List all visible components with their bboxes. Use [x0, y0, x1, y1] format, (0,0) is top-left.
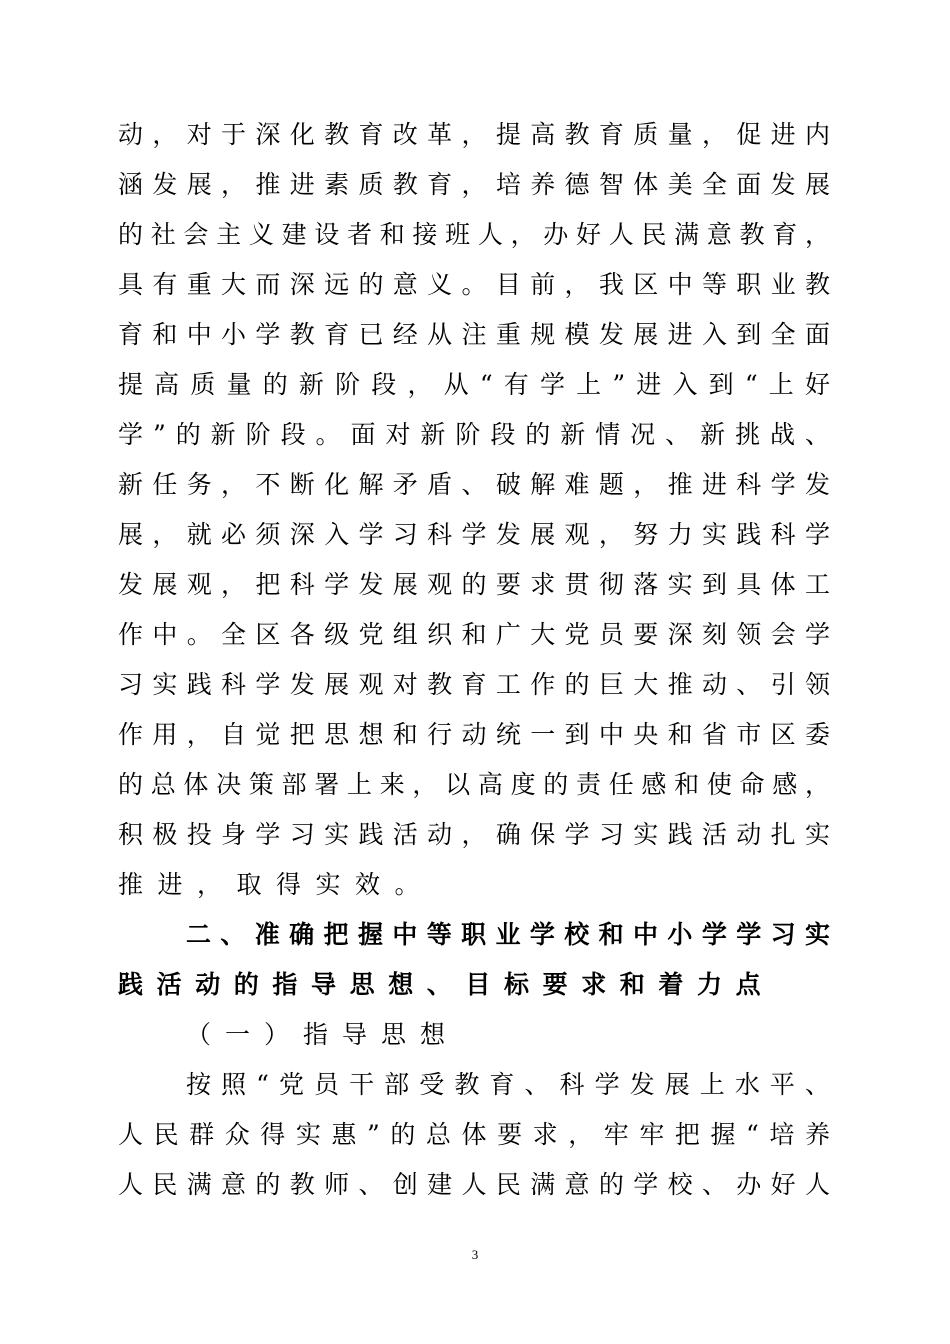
- section-heading-line: 二、准确把握中等职业学校和中小学学习实: [186, 920, 830, 949]
- paragraph-line: 新任务，不断化解矛盾、破解难题，推进科学发: [118, 470, 830, 499]
- paragraph-line: 习实践科学发展观对教育工作的巨大推动、引领: [118, 670, 830, 699]
- paragraph-line: 的总体决策部署上来，以高度的责任感和使命感，: [118, 770, 830, 799]
- paragraph-line: 的社会主义建设者和接班人，办好人民满意教育，: [118, 220, 830, 249]
- section-heading-line: 践活动的指导思想、目标要求和着力点: [118, 970, 775, 999]
- paragraph-line: 提高质量的新阶段，从“有学上”进入到“上好: [118, 370, 830, 399]
- paragraph-line: 具有重大而深远的意义。目前，我区中等职业教: [118, 270, 830, 299]
- paragraph-line: 展，就必须深入学习科学发展观，努力实践科学: [118, 520, 830, 549]
- paragraph-line: 人民群众得实惠”的总体要求，牢牢把握“培养: [118, 1120, 830, 1149]
- paragraph-line: 作中。全区各级党组织和广大党员要深刻领会学: [118, 620, 830, 649]
- paragraph-line: 推进，取得实效。: [118, 870, 435, 899]
- page-number: 3: [471, 1247, 479, 1262]
- paragraph-line: 积极投身学习实践活动，确保学习实践活动扎实: [118, 820, 830, 849]
- paragraph-line: 人民满意的教师、创建人民满意的学校、办好人: [118, 1170, 830, 1199]
- paragraph-line: 涵发展，推进素质教育，培养德智体美全面发展: [118, 170, 830, 199]
- subsection-heading: （一）指导思想: [186, 1020, 460, 1049]
- paragraph-line: 发展观，把科学发展观的要求贯彻落实到具体工: [118, 570, 830, 599]
- paragraph-line: 动，对于深化教育改革，提高教育质量，促进内: [118, 120, 830, 149]
- paragraph-line: 作用，自觉把思想和行动统一到中央和省市区委: [118, 720, 830, 749]
- paragraph-line: 按照“党员干部受教育、科学发展上水平、: [186, 1070, 830, 1099]
- paragraph-line: 学”的新阶段。面对新阶段的新情况、新挑战、: [118, 420, 830, 449]
- body-text: [118, 110, 830, 1210]
- paragraph-line: 育和中小学教育已经从注重规模发展进入到全面: [118, 320, 830, 349]
